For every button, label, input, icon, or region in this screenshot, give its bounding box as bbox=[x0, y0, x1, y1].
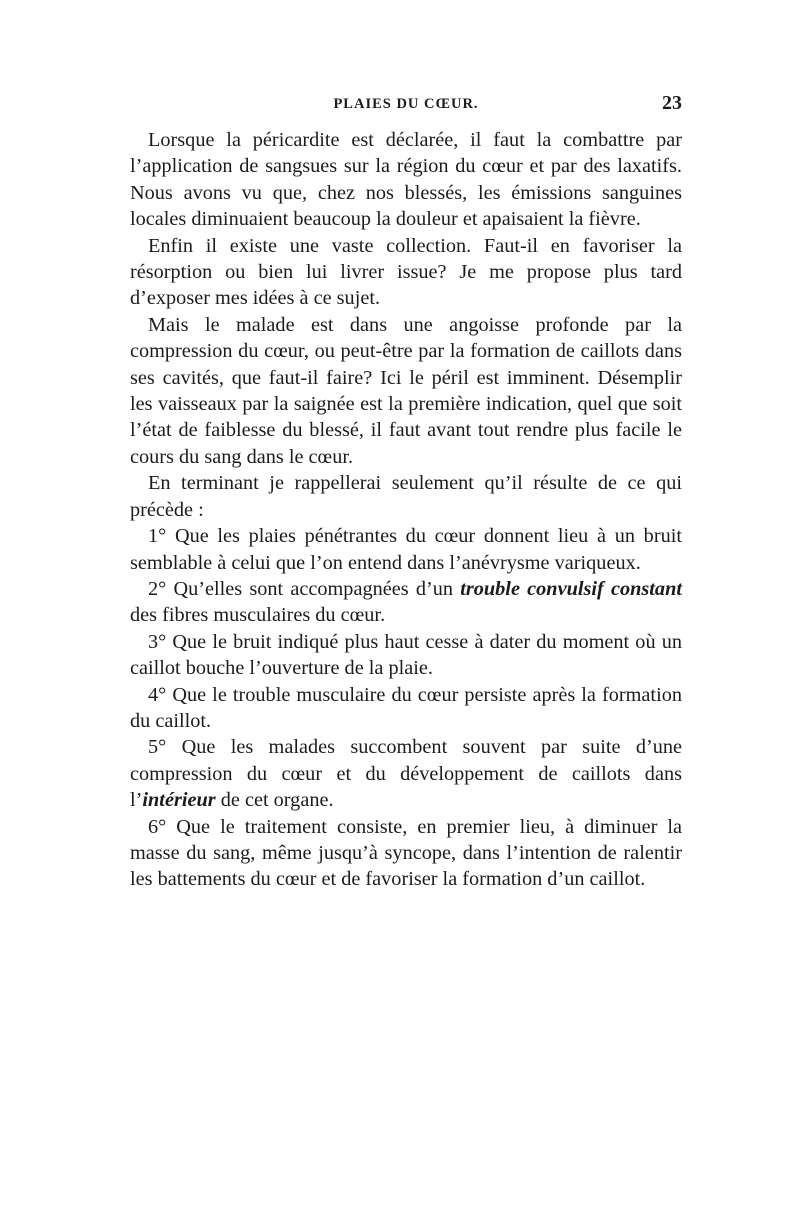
paragraph-pericardite: Lorsque la péricardite est déclarée, il faut la combattre par l’application de sangsues sur la région du cœur et par des laxatifs. Nous avons vu que, chez nos blessés, les émissions sanguines locales diminuaient beaucoup la douleur et apaisaient la fièvre. bbox=[130, 129, 682, 231]
conclusion-item-5-italic: intérieur bbox=[142, 789, 216, 812]
body-text bbox=[130, 127, 682, 893]
conclusion-item-5-after: de cet organe. bbox=[215, 789, 334, 812]
conclusion-item-2-after: des fibres musculaires du cœur. bbox=[130, 604, 386, 627]
conclusion-item-2-italic: trouble convulsif constant bbox=[460, 577, 682, 600]
paragraph-angoisse: Mais le malade est dans une angoisse profonde par la compression du cœur, ou peut-être par la formation de caillots dans ses cavités, que faut-il faire? Ici le péril est imminent. Désemplir les vaisseaux par la saignée est la première indication, quel que soit l’état de faiblesse du blessé, il faut avant tout rendre plus facile le cours du sang dans le cœur. bbox=[130, 313, 682, 468]
paragraph-conclusion-intro: En terminant je rappellerai seulement qu’il résulte de ce qui précède : bbox=[130, 472, 682, 521]
running-head bbox=[130, 92, 682, 120]
page-number: 23 bbox=[662, 92, 682, 114]
conclusion-item-6: 6° Que le traitement consiste, en premier lieu, à diminuer la masse du sang, même jusqu’à syncope, dans l’intention de ralentir les battements du cœur et de favoriser la formation d’un caillot. bbox=[130, 815, 682, 891]
conclusion-item-1: 1° Que les plaies pénétrantes du cœur donnent lieu à un bruit semblable à celui que l’on entend dans l’anévrysme variqueux. bbox=[130, 525, 682, 574]
conclusion-item-4: 4° Que le trouble musculaire du cœur persiste après la formation du caillot. bbox=[130, 683, 682, 732]
running-title: PLAIES DU CŒUR. bbox=[333, 96, 479, 112]
conclusion-item-3: 3° Que le bruit indiqué plus haut cesse à dater du moment où un caillot bouche l’ouverture de la plaie. bbox=[130, 630, 682, 680]
conclusion-item-2 bbox=[130, 576, 682, 629]
conclusion-item-5-before: 5° Que les malades succombent souvent par suite d’une compression du cœur et du développement de caillots dans l’ bbox=[130, 736, 682, 812]
conclusion-item-2-before: 2° Qu’elles sont accompagnées d’un bbox=[148, 577, 461, 600]
conclusion-item-5 bbox=[130, 734, 682, 813]
paragraph-collection: Enfin il existe une vaste collection. Faut-il en favoriser la résorption ou bien lui livrer issue? Je me propose plus tard d’exposer mes idées à ce sujet. bbox=[130, 234, 682, 310]
